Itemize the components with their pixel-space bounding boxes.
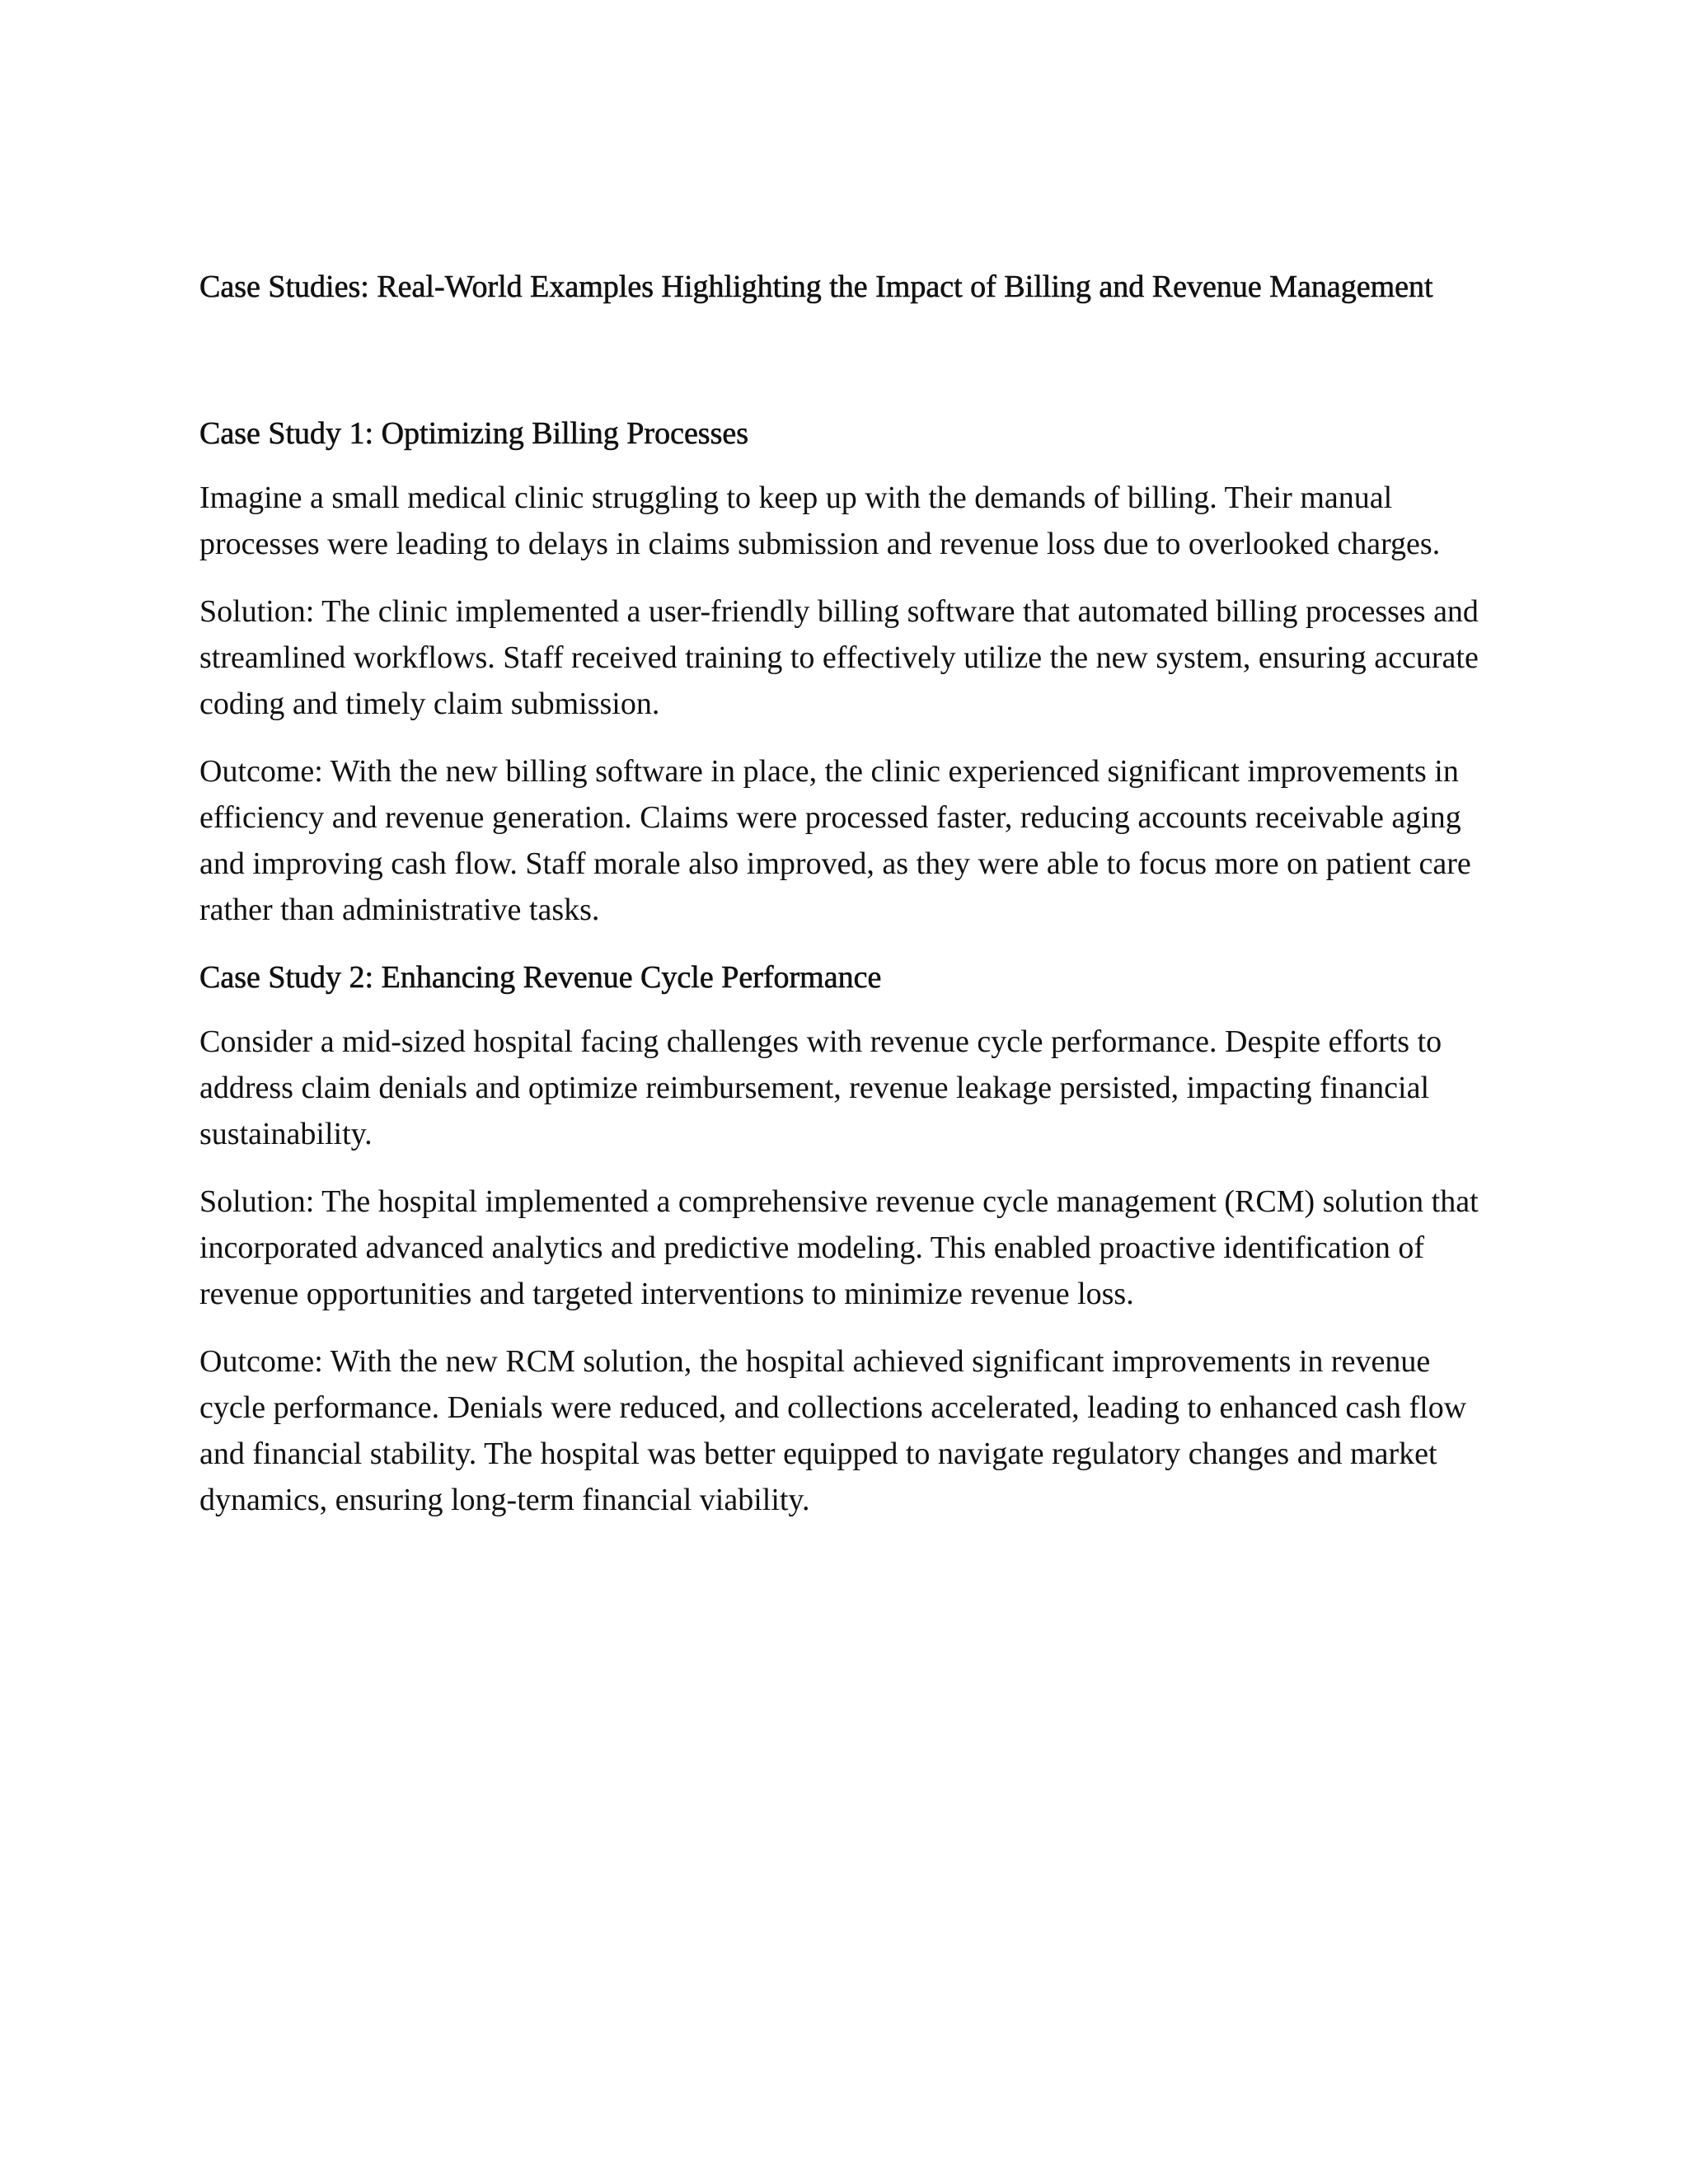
case-study-1-outcome-paragraph: Outcome: With the new billing software in place, the clinic experienced significant improvements in efficiency and revenue generation. Claims were processed faster, reducing accounts receivable aging and improving cash flow. Staff morale also improved, as they were able to focus more on patient care rather than administrative tasks. <box>199 754 1471 927</box>
case-study-1-section <box>199 410 1502 933</box>
document-title: Case Studies: Real-World Examples Highlighting the Impact of Billing and Revenue Management <box>199 269 1433 304</box>
case-study-1-intro-paragraph: Imagine a small medical clinic struggling to keep up with the demands of billing. Their manual processes were leading to delays in claims submission and revenue loss due to overlooked charges. <box>199 480 1441 561</box>
case-study-2-section <box>199 954 1502 1523</box>
case-study-2-outcome-paragraph: Outcome: With the new RCM solution, the hospital achieved significant improvements in revenue cycle performance. Denials were reduced, and collections accelerated, leading to enhanced cash flow and financial stability. The hospital was better equipped to navigate regulatory changes and market dynamics, ensuring long-term financial viability. <box>199 1344 1467 1517</box>
case-study-1-heading: Case Study 1: Optimizing Billing Processes <box>199 416 749 451</box>
case-study-2-heading: Case Study 2: Enhancing Revenue Cycle Performance <box>199 960 882 995</box>
case-study-2-intro-paragraph: Consider a mid-sized hospital facing challenges with revenue cycle performance. Despite efforts to address claim denials and optimize reimbursement, revenue leakage persisted, impacting financial sustainability. <box>199 1024 1442 1151</box>
case-study-2-solution-paragraph: Solution: The hospital implemented a comprehensive revenue cycle management (RCM) solution that incorporated advanced analytics and predictive modeling. This enabled proactive identification of revenue opportunities and targeted interventions to minimize revenue loss. <box>199 1184 1479 1311</box>
case-study-1-solution-paragraph: Solution: The clinic implemented a user-friendly billing software that automated billing processes and streamlined workflows. Staff received training to effectively utilize the new system, ensuring accurate coding and timely claim submission. <box>199 594 1479 721</box>
document-body <box>199 264 1502 1544</box>
